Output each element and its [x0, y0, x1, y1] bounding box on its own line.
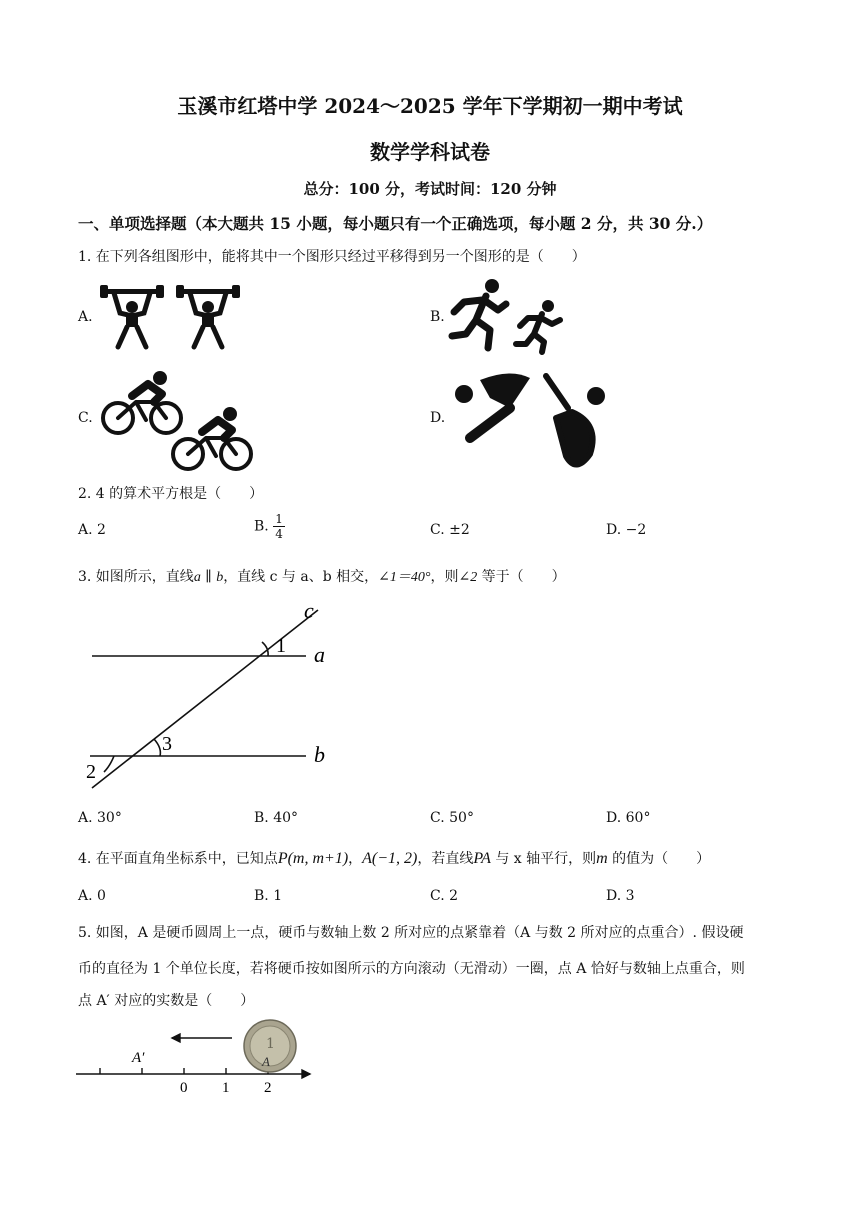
- q3-line-b: b: [216, 570, 224, 585]
- q4-stem-part: ，: [348, 851, 363, 867]
- label-angle-1: 1: [276, 635, 286, 657]
- exam-title: 玉溪市红塔中学 2024～2025 学年下学期初一期中考试: [177, 94, 683, 118]
- fraction-denominator: 4: [275, 527, 283, 541]
- exam-info: 总分：100 分，考试时间：120 分钟: [303, 180, 557, 198]
- q4-point-p: P(m, m+1): [277, 850, 349, 867]
- fraction-numerator: 1: [275, 512, 283, 526]
- label-angle-2: 2: [86, 761, 96, 783]
- q3-option-b: [254, 810, 298, 826]
- question-3-stem: [78, 566, 566, 586]
- q2-option-c: [430, 522, 470, 538]
- swimmer-icon: [450, 368, 610, 468]
- q3-option-a-text: 30°: [97, 810, 122, 826]
- q2-option-b: [254, 512, 285, 541]
- question-1-stem: 1. 在下列各组图形中，能将其中一个图形只经过平移得到另一个图形的是（ ）: [78, 249, 586, 265]
- q2-option-b-fraction: [273, 512, 285, 541]
- q3-option-b-text: 40°: [273, 810, 299, 826]
- q4-option-d: [606, 888, 635, 904]
- angle-3-arc: [154, 739, 160, 756]
- label-angle-3: 3: [162, 733, 172, 755]
- question-5-line-1: 5. 如图，A 是硬币圆周上一点，硬币与数轴上数 2 所对应的点紧靠着（A 与数 2 所对应的点重合）. 假设硬: [78, 925, 744, 941]
- q3-option-b-label: B.: [254, 810, 269, 826]
- q2-option-c-text: ±2: [449, 522, 470, 538]
- q4-option-c-label: C.: [430, 888, 445, 904]
- q3-option-d-label: D.: [606, 810, 622, 826]
- q3-stem-part: 等于（ ）: [477, 569, 566, 585]
- q3-angle-1: ∠1＝40°: [378, 570, 431, 585]
- question-5-line-3: 点 A′ 对应的实数是（ ）: [78, 993, 255, 1009]
- q2-option-c-label: C.: [430, 522, 445, 538]
- q2-option-a-label: A.: [78, 522, 93, 538]
- q4-option-a-label: A.: [78, 888, 93, 904]
- question-2-stem: 2. 4 的算术平方根是（ ）: [78, 486, 264, 502]
- q4-stem-part: 的值为（ ）: [607, 851, 711, 867]
- q3-option-d: [606, 810, 650, 826]
- q4-option-a-text: 0: [97, 888, 106, 904]
- q4-option-b: [254, 888, 282, 904]
- question-4-stem: [78, 848, 710, 868]
- tick-label-0: 0: [180, 1080, 188, 1096]
- q1-option-c-label: C.: [78, 410, 93, 426]
- q4-option-d-text: 3: [625, 888, 635, 904]
- q4-point-a: A(−1, 2): [362, 850, 418, 867]
- q3-line-a: a: [193, 570, 201, 585]
- q3-option-a: [78, 810, 122, 826]
- runner-icon: [448, 278, 573, 352]
- q3-option-c: [430, 810, 474, 826]
- question-5-line-2: 币的直径为 1 个单位长度，若将硬币按如图所示的方向滚动（无滑动）一圈，点 A 恰好与数轴上点重合，则: [78, 961, 745, 977]
- q1-option-b-label: B.: [430, 309, 445, 325]
- axis-arrow-icon: [302, 1070, 310, 1078]
- q3-option-c-label: C.: [430, 810, 445, 826]
- q2-option-d: [606, 522, 646, 538]
- coin-icon: [244, 1020, 296, 1072]
- section-heading: 一、单项选择题（本大题共 15 小题，每小题只有一个正确选项，每小题 2 分，共 30 分.）: [78, 214, 713, 233]
- q1-option-a-label: A.: [78, 309, 93, 325]
- number-line-figure: [76, 1018, 326, 1098]
- q4-stem-part: ，若直线: [417, 851, 474, 867]
- q3-parallel-sign: ∥: [200, 569, 217, 585]
- label-a: A: [262, 1054, 270, 1069]
- tick-label-1: 1: [222, 1080, 230, 1096]
- q4-var-m: m: [596, 850, 608, 867]
- q3-angle-2: ∠2: [458, 570, 478, 585]
- q4-option-c: [430, 888, 458, 904]
- q4-stem-part: 与 x 轴平行，则: [490, 851, 597, 867]
- q4-option-b-text: 1: [273, 888, 283, 904]
- cyclist-icon: [96, 362, 256, 472]
- label-a-prime: A′: [132, 1050, 145, 1066]
- q4-line-pa: PA: [473, 850, 491, 867]
- q2-option-d-text: −2: [625, 522, 647, 538]
- label-c: c: [304, 598, 314, 623]
- q2-option-a-text: 2: [97, 522, 106, 538]
- q4-option-b-label: B.: [254, 888, 269, 904]
- q2-option-b-label: B.: [254, 518, 269, 535]
- q2-option-a: [78, 522, 106, 538]
- q3-option-d-text: 60°: [625, 810, 651, 826]
- label-a: a: [314, 642, 325, 667]
- q1-option-d-label: D.: [430, 410, 446, 426]
- q4-option-c-text: 2: [449, 888, 459, 904]
- exam-subtitle: 数学学科试卷: [370, 140, 490, 164]
- q3-option-a-label: A.: [78, 810, 93, 826]
- q3-option-c-text: 50°: [449, 810, 474, 826]
- q4-option-a: [78, 888, 106, 904]
- q4-stem-part: 4. 在平面直角坐标系中，已知点: [78, 851, 278, 867]
- label-b: b: [314, 742, 325, 767]
- left-arrow-icon: [172, 1034, 180, 1042]
- q2-option-d-label: D.: [606, 522, 622, 538]
- weightlifter-icon: [98, 283, 248, 351]
- svg-text:1: 1: [266, 1036, 275, 1052]
- q4-option-d-label: D.: [606, 888, 622, 904]
- angle-2-arc: [104, 756, 114, 772]
- q3-stem-part: ，直线 c 与 a、b 相交，: [223, 569, 379, 585]
- q3-stem-part: ，则: [430, 569, 459, 585]
- tick-label-2: 2: [264, 1080, 272, 1096]
- parallel-lines-figure: [78, 598, 358, 798]
- q3-stem-part: 3. 如图所示，直线: [78, 569, 194, 585]
